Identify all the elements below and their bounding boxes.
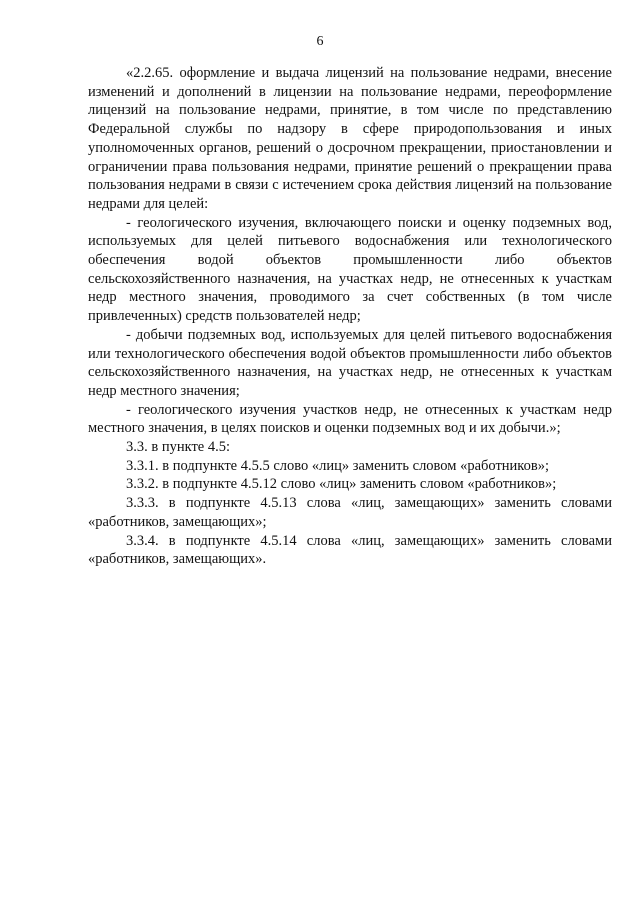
paragraph-2-2-65: «2.2.65. оформление и выдача лицензий на пользование недрами, внесение изменений и дополнений в лицензии на пользование недрами, переоформление лицензий на пользование недрами, принятие, в том числе по представлению Федеральной службы по надзору в сфере природопользования и иных уполномоченных органов, решений о досрочном прекращении, приостановлении и ограничении права пользования недрами, принятие решений о прекращении права пользования недрами в связи с истечением срока действия лицензий на пользование недрами для целей: [88, 65, 612, 212]
document-body [88, 64, 612, 569]
paragraph-geological-study-subsoil: - геологического изучения участков недр, не отнесенных к участкам недр местного значения, в целях поисков и оценки подземных вод и их добычи.»; [88, 401, 612, 437]
paragraph-3-3-2: 3.3.2. в подпункте 4.5.12 слово «лиц» заменить словом «работников»; [126, 476, 557, 493]
paragraph-geological-study-groundwater: - геологического изучения, включающего поиски и оценку подземных вод, используемых для целей питьевого водоснабжения или технологического обеспечения водой объектов промышленности либо объектов сельскохозяйственного назначения, на участках недр, не отнесенных к участкам недр местного значения, проводимого за счет собственных (в том числе привлеченных) средств пользователей недр; [88, 214, 612, 325]
paragraph-3-3-1: 3.3.1. в подпункте 4.5.5 слово «лиц» заменить словом «работников»; [126, 457, 549, 474]
paragraph-groundwater-extraction: - добычи подземных вод, используемых для целей питьевого водоснабжения или технологического обеспечения водой объектов промышленности либо объектов сельскохозяйственного назначения, на участках недр, не отнесенных к участкам недр местного значения; [88, 326, 612, 399]
page-number: 6 [316, 34, 324, 49]
paragraph-3-3-3: 3.3.3. в подпункте 4.5.13 слова «лиц, замещающих» заменить словами «работников, замещающих»; [88, 495, 612, 530]
paragraph-3-3-4: 3.3.4. в подпункте 4.5.14 слова «лиц, замещающих» заменить словами «работников, замещающих». [88, 532, 612, 568]
paragraph-3-3: 3.3. в пункте 4.5: [126, 439, 231, 456]
